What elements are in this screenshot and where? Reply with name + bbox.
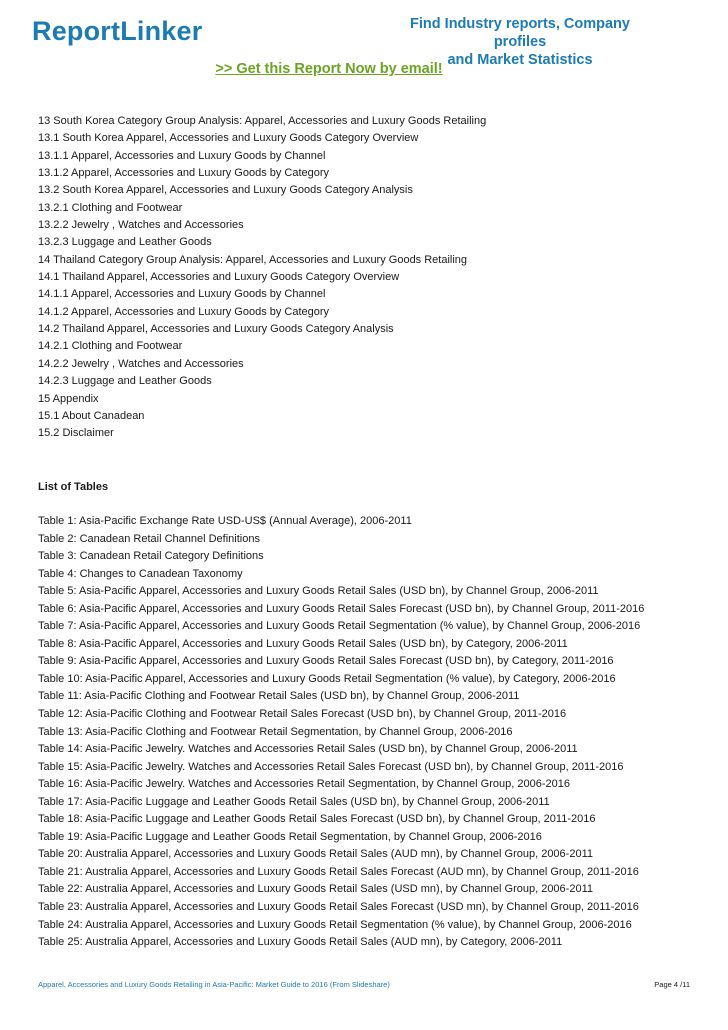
page-number: Page 4 /11: [654, 980, 690, 989]
toc-item: 14.2 Thailand Apparel, Accessories and Luxury Goods Category Analysis: [38, 323, 394, 336]
toc-item: 14.2.2 Jewelry , Watches and Accessories: [38, 357, 244, 370]
toc-item: 14.1 Thailand Apparel, Accessories and Luxury Goods Category Overview: [38, 271, 400, 284]
toc-item: 13.2.2 Jewelry , Watches and Accessories: [38, 219, 244, 232]
get-report-email-link[interactable]: >> Get this Report Now by email!: [215, 61, 443, 77]
table-list-item: Table 18: Asia-Pacific Luggage and Leather Goods Retail Sales Forecast (USD bn), by Channel Group, 2011-2016: [38, 813, 596, 826]
table-list-item: Table 7: Asia-Pacific Apparel, Accessories and Luxury Goods Retail Segmentation (% value), by Channel Group, 2006-2016: [38, 620, 641, 633]
toc-item: 14.1.2 Apparel, Accessories and Luxury Goods by Category: [38, 305, 330, 318]
table-list-item: Table 25: Australia Apparel, Accessories and Luxury Goods Retail Sales (AUD mn), by Category, 2006-2011: [38, 936, 563, 949]
table-list-item: Table 20: Australia Apparel, Accessories and Luxury Goods Retail Sales (AUD mn), by Channel Group, 2006-2011: [38, 848, 593, 861]
toc-item: 13.2 South Korea Apparel, Accessories and Luxury Goods Category Analysis: [38, 184, 413, 197]
table-list-item: Table 15: Asia-Pacific Jewelry. Watches and Accessories Retail Sales Forecast (USD bn), by Channel Group, 2011-2016: [38, 760, 624, 773]
table-list-item: Table 23: Australia Apparel, Accessories and Luxury Goods Retail Sales Forecast (USD mn), by Channel Group, 2011-2016: [38, 901, 639, 914]
tagline-line-2: and Market Statistics: [447, 52, 593, 68]
table-list-item: Table 2: Canadean Retail Channel Definitions: [38, 532, 260, 545]
toc-item: 14 Thailand Category Group Analysis: Apparel, Accessories and Luxury Goods Retailing: [38, 253, 468, 266]
list-of-tables-heading: List of Tables: [38, 481, 109, 493]
table-list-item: Table 22: Australia Apparel, Accessories and Luxury Goods Retail Sales (USD mn), by Channel Group, 2006-2011: [38, 883, 593, 896]
toc-item: 14.2.3 Luggage and Leather Goods: [38, 375, 212, 388]
table-list-item: Table 19: Asia-Pacific Luggage and Leather Goods Retail Segmentation, by Channel Group, 2006-2016: [38, 830, 542, 843]
table-list-item: Table 6: Asia-Pacific Apparel, Accessories and Luxury Goods Retail Sales Forecast (USD bn), by Channel Group, 2011-2016: [38, 602, 645, 615]
reportlinker-logo[interactable]: ReportLinker: [32, 16, 203, 46]
toc-item: 13.2.3 Luggage and Leather Goods: [38, 236, 212, 249]
toc-item: 14.1.1 Apparel, Accessories and Luxury Goods by Channel: [38, 288, 326, 301]
table-list-item: Table 10: Asia-Pacific Apparel, Accessories and Luxury Goods Retail Segmentation (% value), by Category, 2006-2016: [38, 672, 616, 685]
table-list-item: Table 12: Asia-Pacific Clothing and Footwear Retail Sales Forecast (USD bn), by Channel Group, 2011-2016: [38, 708, 567, 721]
toc-item: 13.1.1 Apparel, Accessories and Luxury Goods by Channel: [38, 149, 326, 162]
table-list-item: Table 16: Asia-Pacific Jewelry. Watches and Accessories Retail Segmentation, by Channel Group, 2006-2016: [38, 778, 570, 791]
list-of-tables: [38, 513, 644, 952]
table-list-item: Table 4: Changes to Canadean Taxonomy: [38, 567, 243, 580]
table-list-item: Table 1: Asia-Pacific Exchange Rate USD-US$ (Annual Average), 2006-2011: [38, 515, 412, 527]
toc-item: 13.1.2 Apparel, Accessories and Luxury Goods by Category: [38, 167, 330, 180]
table-list-item: Table 24: Australia Apparel, Accessories and Luxury Goods Retail Segmentation (% value), by Channel Group, 2006-2016: [38, 918, 632, 931]
table-of-contents: [38, 113, 486, 443]
table-list-item: Table 9: Asia-Pacific Apparel, Accessories and Luxury Goods Retail Sales Forecast (USD bn), by Category, 2011-2016: [38, 655, 614, 668]
toc-item: 13 South Korea Category Group Analysis: Apparel, Accessories and Luxury Goods Retailing: [38, 115, 487, 127]
toc-item: 13.1 South Korea Apparel, Accessories and Luxury Goods Category Overview: [38, 132, 419, 145]
table-list-item: Table 17: Asia-Pacific Luggage and Leather Goods Retail Sales (USD bn), by Channel Group, 2006-2011: [38, 795, 550, 808]
table-list-item: Table 13: Asia-Pacific Clothing and Footwear Retail Segmentation, by Channel Group, 2006-2016: [38, 725, 513, 738]
source-document-link[interactable]: Apparel, Accessories and Luxury Goods Retailing in Asia-Pacific: Market Guide to 2016 (From Slideshare): [38, 980, 390, 989]
table-list-item: Table 11: Asia-Pacific Clothing and Footwear Retail Sales (USD bn), by Channel Group, 2006-2011: [38, 690, 520, 703]
toc-item: 15.1 About Canadean: [38, 409, 145, 422]
toc-item: 15.2 Disclaimer: [38, 427, 114, 440]
table-list-item: Table 14: Asia-Pacific Jewelry. Watches and Accessories Retail Sales (USD bn), by Channel Group, 2006-2011: [38, 743, 578, 756]
tagline-line-1: Find Industry reports, Company profiles: [410, 16, 630, 50]
table-list-item: Table 3: Canadean Retail Category Definitions: [38, 550, 264, 563]
table-list-item: Table 8: Asia-Pacific Apparel, Accessories and Luxury Goods Retail Sales (USD bn), by Category, 2006-2011: [38, 637, 568, 650]
toc-item: 15 Appendix: [38, 392, 99, 405]
toc-item: 14.2.1 Clothing and Footwear: [38, 340, 183, 353]
table-list-item: Table 21: Australia Apparel, Accessories and Luxury Goods Retail Sales Forecast (AUD mn), by Channel Group, 2011-2016: [38, 865, 639, 878]
toc-item: 13.2.1 Clothing and Footwear: [38, 201, 183, 214]
table-list-item: Table 5: Asia-Pacific Apparel, Accessories and Luxury Goods Retail Sales (USD bn), by Channel Group, 2006-2011: [38, 585, 599, 598]
